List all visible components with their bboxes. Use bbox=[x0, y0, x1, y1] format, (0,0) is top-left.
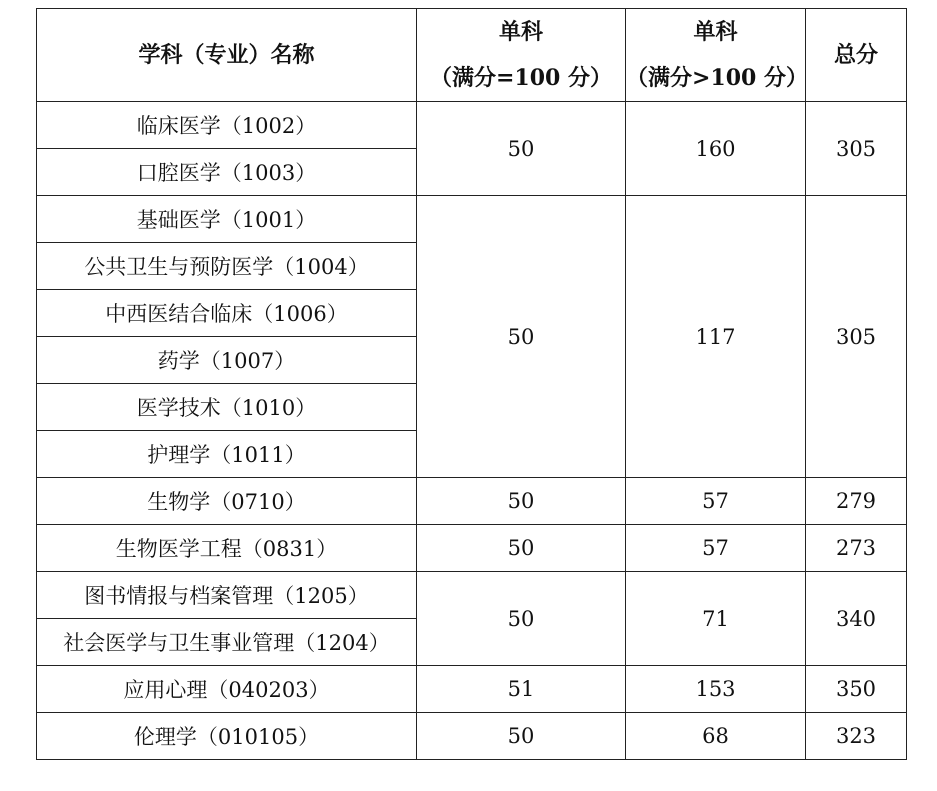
single-100-cell: 50 bbox=[417, 196, 626, 478]
single-over-100-cell: 153 bbox=[626, 666, 806, 713]
single-100-cell: 50 bbox=[417, 713, 626, 760]
subject-name-cell: 伦理学（010105） bbox=[37, 713, 417, 760]
subject-name-cell: 医学技术（1010） bbox=[37, 384, 417, 431]
header-single-over-100 bbox=[626, 9, 809, 102]
total-cell: 340 bbox=[806, 572, 907, 666]
header-total: 总分 bbox=[806, 9, 907, 102]
score-table bbox=[36, 8, 907, 760]
subject-name-cell: 中西医结合临床（1006） bbox=[37, 290, 417, 337]
header-single-over-100-title: 单科 bbox=[693, 19, 738, 45]
subject-name-cell: 生物医学工程（0831） bbox=[37, 525, 417, 572]
total-cell: 305 bbox=[806, 196, 907, 478]
header-subject-name: 学科（专业）名称 bbox=[37, 9, 417, 102]
header-single-100-title: 单科 bbox=[498, 19, 543, 45]
subject-name-cell: 社会医学与卫生事业管理（1204） bbox=[37, 619, 417, 666]
subject-name-cell: 临床医学（1002） bbox=[37, 102, 417, 149]
single-over-100-cell: 160 bbox=[626, 102, 806, 196]
single-100-cell: 50 bbox=[417, 478, 626, 525]
subject-name-cell: 公共卫生与预防医学（1004） bbox=[37, 243, 417, 290]
table-row bbox=[37, 666, 907, 713]
single-over-100-cell: 117 bbox=[626, 196, 806, 478]
table-row bbox=[37, 478, 907, 525]
subject-name-cell: 口腔医学（1003） bbox=[37, 149, 417, 196]
total-cell: 273 bbox=[806, 525, 907, 572]
subject-name-cell: 护理学（1011） bbox=[37, 431, 417, 478]
single-100-cell: 50 bbox=[417, 102, 626, 196]
subject-name-cell: 生物学（0710） bbox=[37, 478, 417, 525]
total-cell: 350 bbox=[806, 666, 907, 713]
subject-name-cell: 图书情报与档案管理（1205） bbox=[37, 572, 417, 619]
single-100-cell: 50 bbox=[417, 525, 626, 572]
total-cell: 323 bbox=[806, 713, 907, 760]
single-over-100-cell: 71 bbox=[626, 572, 806, 666]
header-single-100-sub: （满分=100 分） bbox=[429, 65, 613, 91]
table-body bbox=[37, 102, 907, 760]
table-row bbox=[37, 525, 907, 572]
table-row bbox=[37, 196, 907, 243]
table-header bbox=[37, 9, 907, 102]
single-over-100-cell: 68 bbox=[626, 713, 806, 760]
total-cell: 279 bbox=[806, 478, 907, 525]
table-row bbox=[37, 713, 907, 760]
single-100-cell: 51 bbox=[417, 666, 626, 713]
single-over-100-cell: 57 bbox=[626, 478, 806, 525]
header-single-over-100-sub: （满分>100 分） bbox=[626, 65, 809, 91]
single-over-100-cell: 57 bbox=[626, 525, 806, 572]
header-single-100 bbox=[417, 9, 626, 102]
table-row bbox=[37, 572, 907, 619]
subject-name-cell: 药学（1007） bbox=[37, 337, 417, 384]
single-100-cell: 50 bbox=[417, 572, 626, 666]
total-cell: 305 bbox=[806, 102, 907, 196]
table-row bbox=[37, 102, 907, 149]
header-row bbox=[37, 9, 907, 102]
subject-name-cell: 基础医学（1001） bbox=[37, 196, 417, 243]
subject-name-cell: 应用心理（040203） bbox=[37, 666, 417, 713]
